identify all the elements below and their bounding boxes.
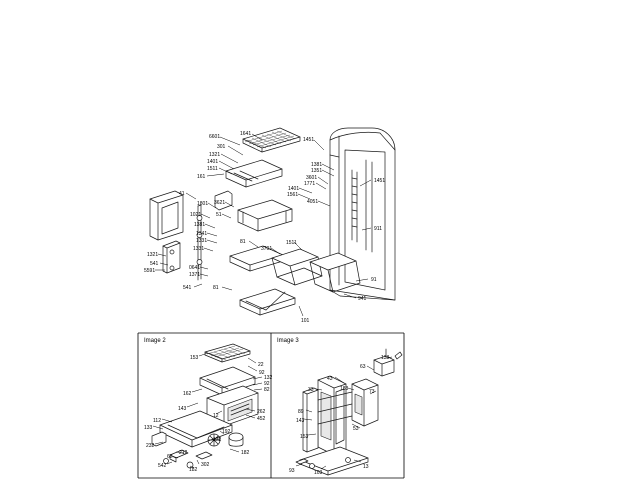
callout-panel1-1511: 1511 [286,240,297,246]
callout-panel1-1801: 1801 [197,201,209,207]
callout-panel1-1381: 1381 [311,162,323,168]
callout-panel2-133: 133 [144,425,153,431]
callout-panel2-232: 232 [146,443,155,449]
callout-panel1-3701: 3701 [261,246,273,252]
callout-panel2-143: 143 [178,406,187,412]
callout-panel1-1341: 1341 [196,231,208,237]
callout-panel2-132: 132 [264,375,273,381]
callout-panel1-1401: 1401 [288,186,300,192]
callout-panel3-133: 133 [381,355,390,361]
callout-panel1-91: 91 [371,277,377,283]
callout-panel1-301: 301 [217,144,226,150]
callout-panel1-1351: 1351 [311,168,323,174]
callout-panel1-5591: 5591 [144,268,156,274]
callout-panel2-162: 162 [183,391,192,397]
callout-panel2-182: 182 [189,467,198,473]
callout-panel2-92: 92 [259,370,265,376]
callout-panel1-911: 911 [374,226,382,232]
callout-panel1-1331: 1331 [196,238,208,244]
callout-panel1-941: 941 [358,296,367,302]
panel-title-image-3: Image 3 [277,338,299,344]
callout-panel2-62: 62 [167,454,173,460]
callout-panel1-1401: 1401 [207,159,219,165]
callout-panel3-183: 183 [340,386,349,392]
callout-panel1-541: 541 [150,261,159,267]
callout-panel3-63: 63 [360,364,366,370]
callout-panel1-4051: 4051 [307,199,319,205]
callout-panel2-182: 182 [241,450,250,456]
callout-panel1-1331: 1331 [193,246,205,252]
callout-panel2-112: 112 [153,418,161,424]
callout-panel2-22: 22 [258,362,264,368]
callout-panel1-51: 51 [216,212,222,218]
callout-panel3-33: 33 [308,387,314,393]
callout-panel2-153: 153 [190,355,199,361]
callout-panel1-41: 41 [179,191,185,197]
freezer-shelf-group [226,128,360,315]
callout-panel2-302: 302 [201,462,210,468]
callout-panel1-1021: 1021 [190,212,202,218]
callout-panel1-81: 81 [213,285,219,291]
callout-panel2-12: 12 [213,413,219,419]
callout-panel3-153: 153 [300,434,309,440]
callout-panel1-81: 81 [240,239,246,245]
callout-panel2-542: 542 [158,463,167,469]
panel-title-image-2: Image 2 [144,338,166,344]
callout-panel2-92: 92 [264,381,270,387]
callout-panel1-0641: 0641 [189,265,201,271]
callout-panel3-103: 103 [314,470,323,476]
callout-panel3-143: 143 [296,418,305,424]
callout-panel1-3601: 3601 [306,175,318,181]
callout-panel1-1451: 1451 [303,137,315,143]
callout-panel2-172: 172 [213,437,222,443]
callout-panel2-452: 452 [257,416,266,422]
callout-panel1-541: 541 [183,285,192,291]
callout-panel1-1321: 1321 [209,152,221,158]
cabinet-assembly [330,128,395,300]
callout-panel1-1771: 1771 [304,181,316,187]
callout-panel3-53: 53 [353,426,359,432]
callout-panel1-1371: 1371 [189,272,201,278]
callout-panel1-6601: 6601 [209,134,221,140]
callout-panel3-89: 89 [298,409,304,415]
callout-panel2-212: 212 [179,450,188,456]
callout-panel3-43: 43 [327,376,333,382]
callout-panel1-1451: 1451 [374,178,386,184]
callout-panel3-13: 13 [363,464,369,470]
callout-panel1-161: 161 [197,174,206,180]
callout-panel2-192: 192 [222,429,231,435]
callout-panel1-3621: 3621 [214,200,226,206]
callout-panel1-1641: 1641 [240,131,252,137]
callout-panel1-1561: 1561 [287,192,299,198]
callout-panel3-73: 73 [369,389,375,395]
callout-panel2-82: 82 [264,387,270,393]
callout-panel2-262: 262 [257,409,266,415]
callout-panel3-93: 93 [289,468,295,474]
callout-panel1-101: 101 [301,318,310,324]
callout-panel1-1381: 1381 [194,222,206,228]
callout-panel1-1511: 1511 [207,166,218,172]
callout-panel1-1321: 1321 [147,252,159,258]
